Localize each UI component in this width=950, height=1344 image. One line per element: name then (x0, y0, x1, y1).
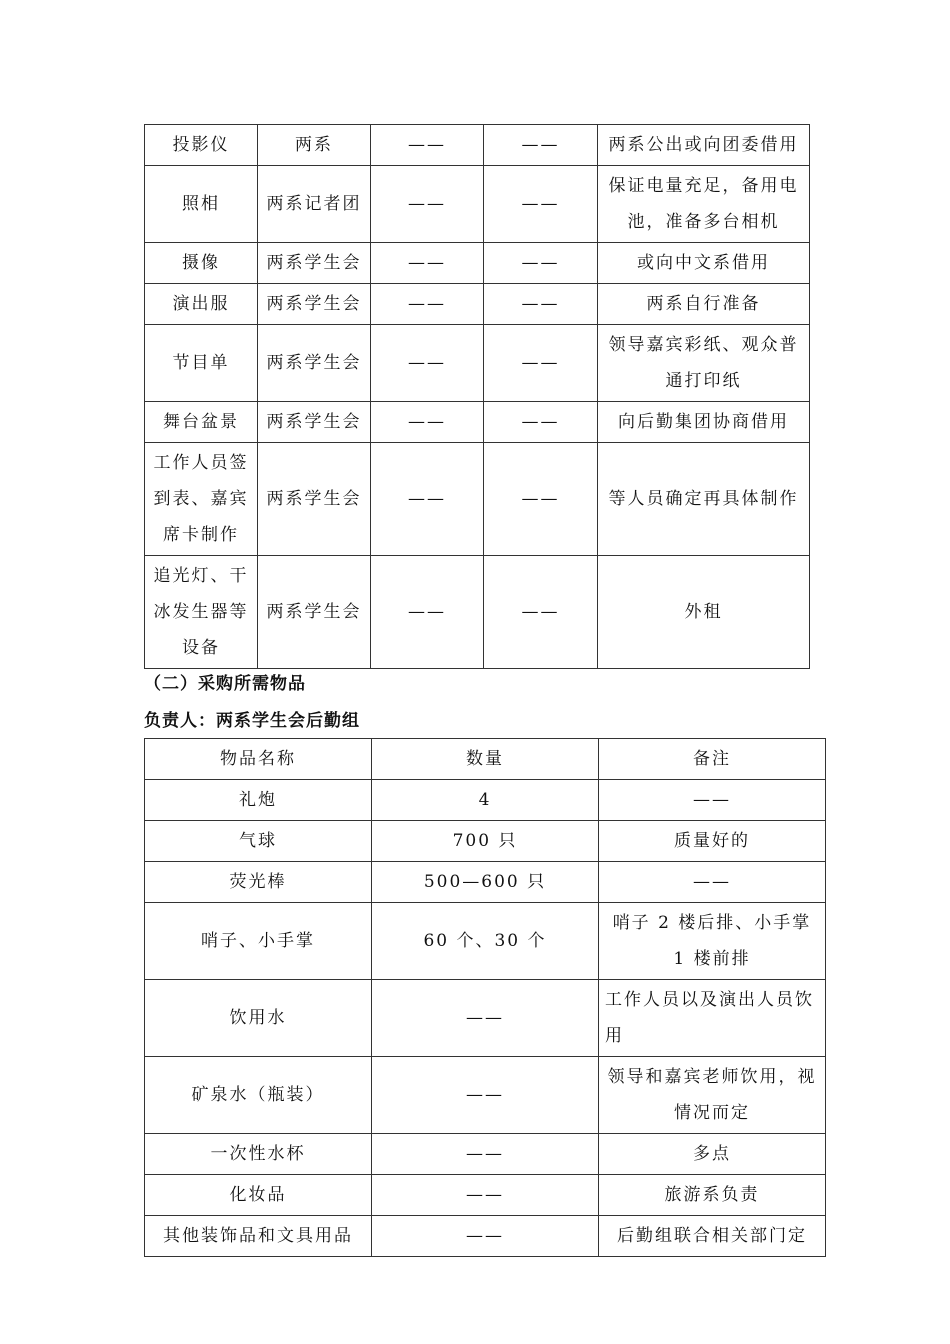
note-cell: 或向中文系借用 (598, 243, 810, 284)
name-cell: 饮用水 (145, 980, 372, 1057)
note-cell: 等人员确定再具体制作 (598, 443, 810, 556)
name-cell: 化妆品 (145, 1175, 372, 1216)
table-row (145, 443, 810, 556)
equipment-table (144, 124, 810, 669)
note-cell: 向后勤集团协商借用 (598, 402, 810, 443)
item-cell: 工作人员签到表、嘉宾席卡制作 (145, 443, 258, 556)
responsible-person: 负责人：两系学生会后勤组 (144, 711, 360, 731)
item-cell: 照相 (145, 166, 258, 243)
table-row (145, 556, 810, 669)
header-note: 备注 (599, 739, 826, 780)
note-cell: 工作人员以及演出人员饮用 (599, 980, 826, 1057)
table-row (145, 862, 826, 903)
name-cell: 荧光棒 (145, 862, 372, 903)
note-cell: 领导和嘉宾老师饮用，视情况而定 (599, 1057, 826, 1134)
owner-cell: 两系 (258, 125, 371, 166)
qty-cell: —— (372, 980, 599, 1057)
table-row (145, 980, 826, 1057)
owner-cell: 两系学生会 (258, 402, 371, 443)
owner-cell: 两系学生会 (258, 243, 371, 284)
owner-cell: 两系学生会 (258, 284, 371, 325)
dash-cell: —— (371, 325, 484, 402)
qty-cell: 700 只 (372, 821, 599, 862)
table-row (145, 903, 826, 980)
dash-cell: —— (484, 166, 598, 243)
qty-cell: —— (372, 1057, 599, 1134)
dash-cell: —— (484, 402, 598, 443)
note-cell: 外租 (598, 556, 810, 669)
note-cell: 领导嘉宾彩纸、观众普通打印纸 (598, 325, 810, 402)
table-row (145, 1134, 826, 1175)
dash-cell: —— (371, 166, 484, 243)
note-cell: 两系自行准备 (598, 284, 810, 325)
section-title: （二）采购所需物品 (144, 674, 306, 694)
name-cell: 其他装饰品和文具用品 (145, 1216, 372, 1257)
owner-cell: 两系学生会 (258, 325, 371, 402)
owner-cell: 两系学生会 (258, 443, 371, 556)
dash-cell: —— (371, 243, 484, 284)
qty-cell: 60 个、30 个 (372, 903, 599, 980)
dash-cell: —— (371, 443, 484, 556)
item-cell: 节目单 (145, 325, 258, 402)
dash-cell: —— (371, 284, 484, 325)
table-row (145, 166, 810, 243)
purchase-table (144, 738, 826, 1257)
qty-cell: 500—600 只 (372, 862, 599, 903)
item-cell: 演出服 (145, 284, 258, 325)
item-cell: 追光灯、干冰发生器等设备 (145, 556, 258, 669)
qty-cell: —— (372, 1134, 599, 1175)
table-row (145, 1175, 826, 1216)
table-row (145, 284, 810, 325)
note-cell: 保证电量充足，备用电池，准备多台相机 (598, 166, 810, 243)
dash-cell: —— (484, 556, 598, 669)
table-row (145, 125, 810, 166)
note-cell: 质量好的 (599, 821, 826, 862)
note-cell: —— (599, 780, 826, 821)
note-cell: 后勤组联合相关部门定 (599, 1216, 826, 1257)
note-cell: 哨子 2 楼后排、小手掌 1 楼前排 (599, 903, 826, 980)
dash-cell: —— (371, 402, 484, 443)
table-row (145, 1057, 826, 1134)
dash-cell: —— (484, 125, 598, 166)
item-cell: 投影仪 (145, 125, 258, 166)
name-cell: 气球 (145, 821, 372, 862)
table-row (145, 821, 826, 862)
table-row (145, 243, 810, 284)
name-cell: 哨子、小手掌 (145, 903, 372, 980)
item-cell: 舞台盆景 (145, 402, 258, 443)
qty-cell: —— (372, 1175, 599, 1216)
qty-cell: 4 (372, 780, 599, 821)
owner-cell: 两系记者团 (258, 166, 371, 243)
table-row (145, 325, 810, 402)
note-cell: 旅游系负责 (599, 1175, 826, 1216)
note-cell: 两系公出或向团委借用 (598, 125, 810, 166)
note-cell: —— (599, 862, 826, 903)
header-qty: 数量 (372, 739, 599, 780)
header-name: 物品名称 (145, 739, 372, 780)
item-cell: 摄像 (145, 243, 258, 284)
dash-cell: —— (371, 125, 484, 166)
dash-cell: —— (371, 556, 484, 669)
dash-cell: —— (484, 325, 598, 402)
owner-cell: 两系学生会 (258, 556, 371, 669)
name-cell: 矿泉水（瓶装） (145, 1057, 372, 1134)
dash-cell: —— (484, 243, 598, 284)
dash-cell: —— (484, 284, 598, 325)
name-cell: 一次性水杯 (145, 1134, 372, 1175)
table-row (145, 402, 810, 443)
name-cell: 礼炮 (145, 780, 372, 821)
table-row (145, 780, 826, 821)
qty-cell: —— (372, 1216, 599, 1257)
note-cell: 多点 (599, 1134, 826, 1175)
table-row (145, 1216, 826, 1257)
dash-cell: —— (484, 443, 598, 556)
table-header-row (145, 739, 826, 780)
